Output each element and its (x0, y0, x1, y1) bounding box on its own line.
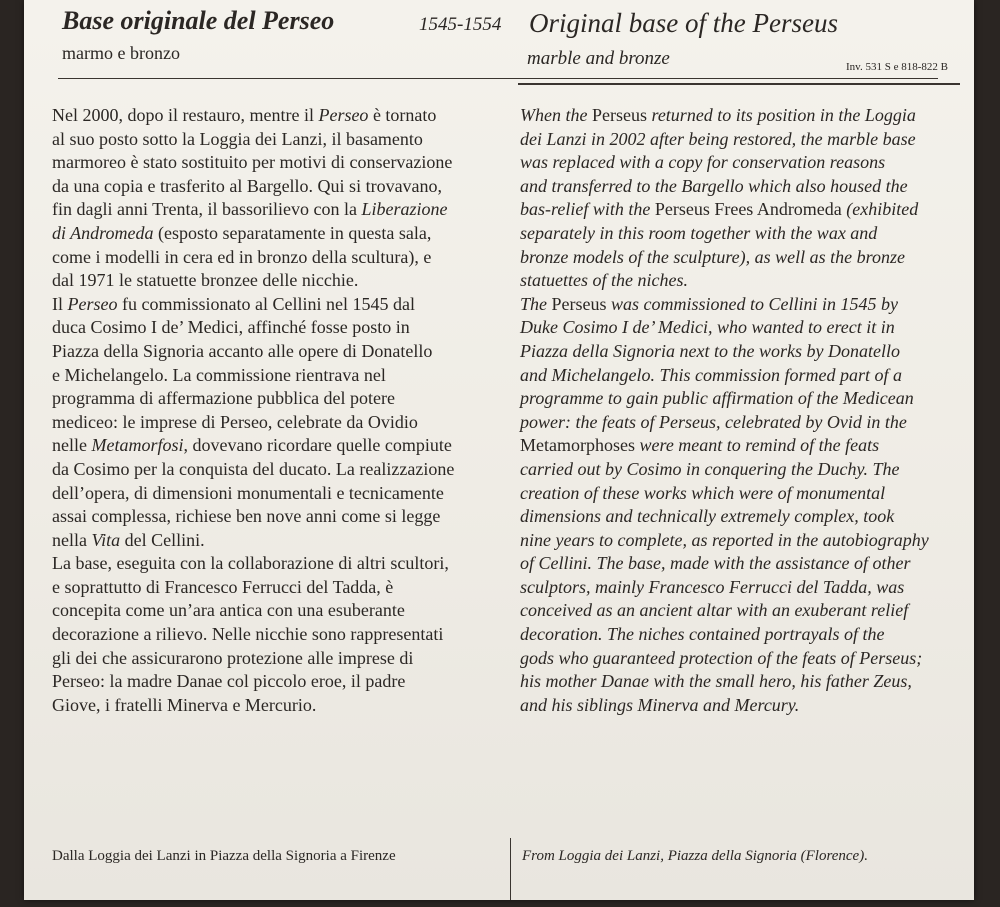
text-line (52, 128, 522, 152)
text-line (52, 104, 522, 128)
text-segment: assai complessa, richiese ben nove anni come si legge (52, 506, 441, 527)
subtitle-english: marble and bronze (527, 48, 670, 69)
text-line (52, 576, 522, 600)
emphasized-title: Perseus (591, 105, 647, 125)
text-segment: decorazione a rilievo. Nelle nicchie sono rappresentati (52, 624, 444, 645)
text-segment: and his siblings Minerva and Mercury. (520, 694, 800, 715)
title-english: Original base of the Perseus (529, 8, 838, 38)
text-segment: The (520, 293, 552, 314)
museum-label-panel (24, 0, 974, 900)
text-segment: was replaced with a copy for conservation reasons (520, 152, 886, 173)
text-line (52, 694, 522, 718)
inventory-number: Inv. 531 S e 818-822 B (846, 61, 948, 73)
text-line (52, 269, 522, 293)
text-line (52, 198, 522, 222)
subtitle-italian: marmo e bronzo (62, 43, 180, 63)
text-line (520, 128, 970, 152)
text-line (52, 222, 522, 246)
text-line (52, 647, 522, 671)
text-segment: Piazza della Signoria accanto alle opere di Donatello (52, 340, 433, 361)
text-segment: and transferred to the Bargello which also housed the (520, 175, 908, 196)
text-segment: gli dei che assicurarono protezione alle imprese di (52, 647, 414, 668)
text-segment: was commissioned to Cellini in 1545 by (606, 293, 898, 314)
text-line (520, 552, 970, 576)
text-segment: power: the feats of Perseus, celebrated by Ovid in the (520, 411, 907, 432)
text-line (520, 694, 970, 718)
header-divider (58, 78, 938, 79)
text-segment: programme to gain public affirmation of the Medicean (520, 388, 914, 409)
text-line (520, 293, 970, 317)
text-line (52, 340, 522, 364)
text-line (520, 175, 970, 199)
text-line (520, 576, 970, 600)
text-line (520, 104, 970, 128)
text-segment: concepita come un’ara antica con una esuberante (52, 600, 405, 621)
text-line (520, 482, 970, 506)
text-segment: dimensions and technically extremely complex, took (520, 506, 895, 527)
text-line (520, 198, 970, 222)
emphasized-title: Perseus Frees Andromeda (654, 199, 842, 220)
text-segment: Perseo: la madre Danae col piccolo eroe, il padre (52, 671, 406, 692)
text-line (520, 529, 970, 553)
text-line (52, 458, 522, 482)
text-line (52, 670, 522, 694)
date-range: 1545-1554 (419, 14, 502, 35)
text-line (520, 340, 970, 364)
emphasized-title: Perseo (318, 105, 369, 125)
text-line (520, 505, 970, 529)
text-line (52, 364, 522, 388)
text-line (52, 505, 522, 529)
english-text-column (520, 104, 970, 717)
footer-divider (510, 838, 511, 900)
emphasized-title: Liberazione (361, 199, 448, 220)
text-segment: dal 1971 le statuette bronzee delle nicchie. (52, 270, 359, 291)
title-italian: Base originale del Perseo (62, 6, 335, 35)
text-segment: come i modelli in cera ed in bronzo della scultura), e (52, 246, 432, 267)
text-line (52, 316, 522, 340)
text-line (520, 599, 970, 623)
text-segment: marmoreo è stato sostituito per motivi di conservazione (52, 152, 453, 173)
text-line (52, 599, 522, 623)
text-segment: bas-relief with the (520, 199, 655, 220)
text-line (52, 482, 522, 506)
text-line (520, 411, 970, 435)
text-segment: carried out by Cosimo in conquering the Duchy. The (520, 458, 900, 479)
text-segment: bronze models of the sculpture), as well as the bronze (520, 246, 905, 267)
emphasized-title: di Andromeda (52, 222, 154, 243)
text-line (520, 151, 970, 175)
text-line (52, 246, 522, 270)
text-line (520, 269, 970, 293)
emphasized-title: Metamorfosi (91, 435, 184, 456)
footer-english: From Loggia dei Lanzi, Piazza della Signoria (Florence). (522, 848, 868, 864)
text-segment: When the (520, 105, 592, 125)
text-segment: of Cellini. The base, made with the assistance of other (520, 553, 911, 574)
text-line (52, 434, 522, 458)
text-line (52, 529, 522, 553)
text-segment: da Cosimo per la conquista del ducato. La realizzazione (52, 458, 455, 479)
text-segment: Piazza della Signoria next to the works by Donatello (520, 340, 900, 361)
emphasized-title: Vita (91, 529, 121, 550)
text-segment: (exhibited (841, 199, 919, 220)
text-line (520, 670, 970, 694)
text-line (52, 387, 522, 411)
text-segment: separately in this room together with the wax and (520, 222, 878, 243)
text-line (520, 623, 970, 647)
text-segment: da una copia e trasferito al Bargello. Qui si trovavano, (52, 175, 443, 196)
text-segment: è tornato (368, 105, 437, 125)
text-segment: nella (52, 529, 92, 550)
text-line (52, 623, 522, 647)
text-segment: fu commissionato al Cellini nel 1545 dal (117, 293, 415, 314)
text-line (520, 647, 970, 671)
text-line (52, 151, 522, 175)
text-segment: conceived as an ancient altar with an exuberant relief (520, 600, 909, 621)
text-segment: nine years to complete, as reported in the autobiography (520, 529, 929, 550)
header-divider-right (518, 83, 960, 85)
text-segment: were meant to remind of the feats (634, 435, 880, 456)
text-segment: and Michelangelo. This commission formed part of a (520, 364, 902, 385)
text-segment: statuettes of the niches. (520, 270, 688, 291)
text-segment: al suo posto sotto la Loggia dei Lanzi, il basamento (52, 128, 423, 149)
text-segment: , dovevano ricordare quelle compiute (183, 435, 452, 456)
italian-text-column (52, 104, 522, 717)
text-line (520, 222, 970, 246)
text-segment: Giove, i fratelli Minerva e Mercurio. (52, 694, 317, 715)
text-segment: decoration. The niches contained portrayals of the (520, 624, 885, 645)
text-line (520, 316, 970, 340)
text-line (52, 293, 522, 317)
text-segment: Duke Cosimo I de’ Medici, who wanted to erect it in (520, 317, 895, 338)
text-line (52, 552, 522, 576)
footer-italian: Dalla Loggia dei Lanzi in Piazza della Signoria a Firenze (52, 848, 396, 864)
text-segment: duca Cosimo I de’ Medici, affinché fosse posto in (52, 317, 410, 338)
text-segment: nelle (52, 435, 92, 456)
text-line (520, 387, 970, 411)
text-segment: his mother Danae with the small hero, his father Zeus, (520, 671, 912, 692)
text-line (520, 458, 970, 482)
text-line (52, 411, 522, 435)
emphasized-title: Perseus (551, 293, 607, 314)
text-segment: creation of these works which were of monumental (520, 482, 886, 503)
text-segment: sculptors, mainly Francesco Ferrucci del Tadda, was (520, 576, 905, 597)
text-segment: mediceo: le imprese di Perseo, celebrate da Ovidio (52, 411, 418, 432)
text-line (520, 246, 970, 270)
text-segment: returned to its position in the Loggia (646, 105, 916, 125)
text-segment: e soprattutto di Francesco Ferrucci del Tadda, è (52, 576, 394, 597)
text-segment: e Michelangelo. La commissione rientrava nel (52, 364, 386, 385)
text-line (520, 364, 970, 388)
text-segment: fin dagli anni Trenta, il bassorilievo con la (52, 199, 362, 220)
text-segment: gods who guaranteed protection of the feats of Perseus; (520, 647, 923, 668)
text-segment: Nel 2000, dopo il restauro, mentre il (52, 105, 319, 125)
text-line (52, 175, 522, 199)
text-segment: Il (52, 293, 68, 314)
text-segment: dell’opera, di dimensioni monumentali e tecnicamente (52, 482, 444, 503)
emphasized-title: Metamorphoses (520, 435, 635, 456)
text-segment: programma di affermazione pubblica del potere (52, 388, 396, 409)
text-line (520, 434, 970, 458)
text-segment: dei Lanzi in 2002 after being restored, the marble base (520, 128, 916, 149)
text-segment: del Cellini. (120, 529, 205, 550)
text-segment: (esposto separatamente in questa sala, (153, 222, 432, 243)
emphasized-title: Perseo (67, 293, 118, 314)
text-segment: La base, eseguita con la collaborazione di altri scultori, (52, 553, 449, 574)
